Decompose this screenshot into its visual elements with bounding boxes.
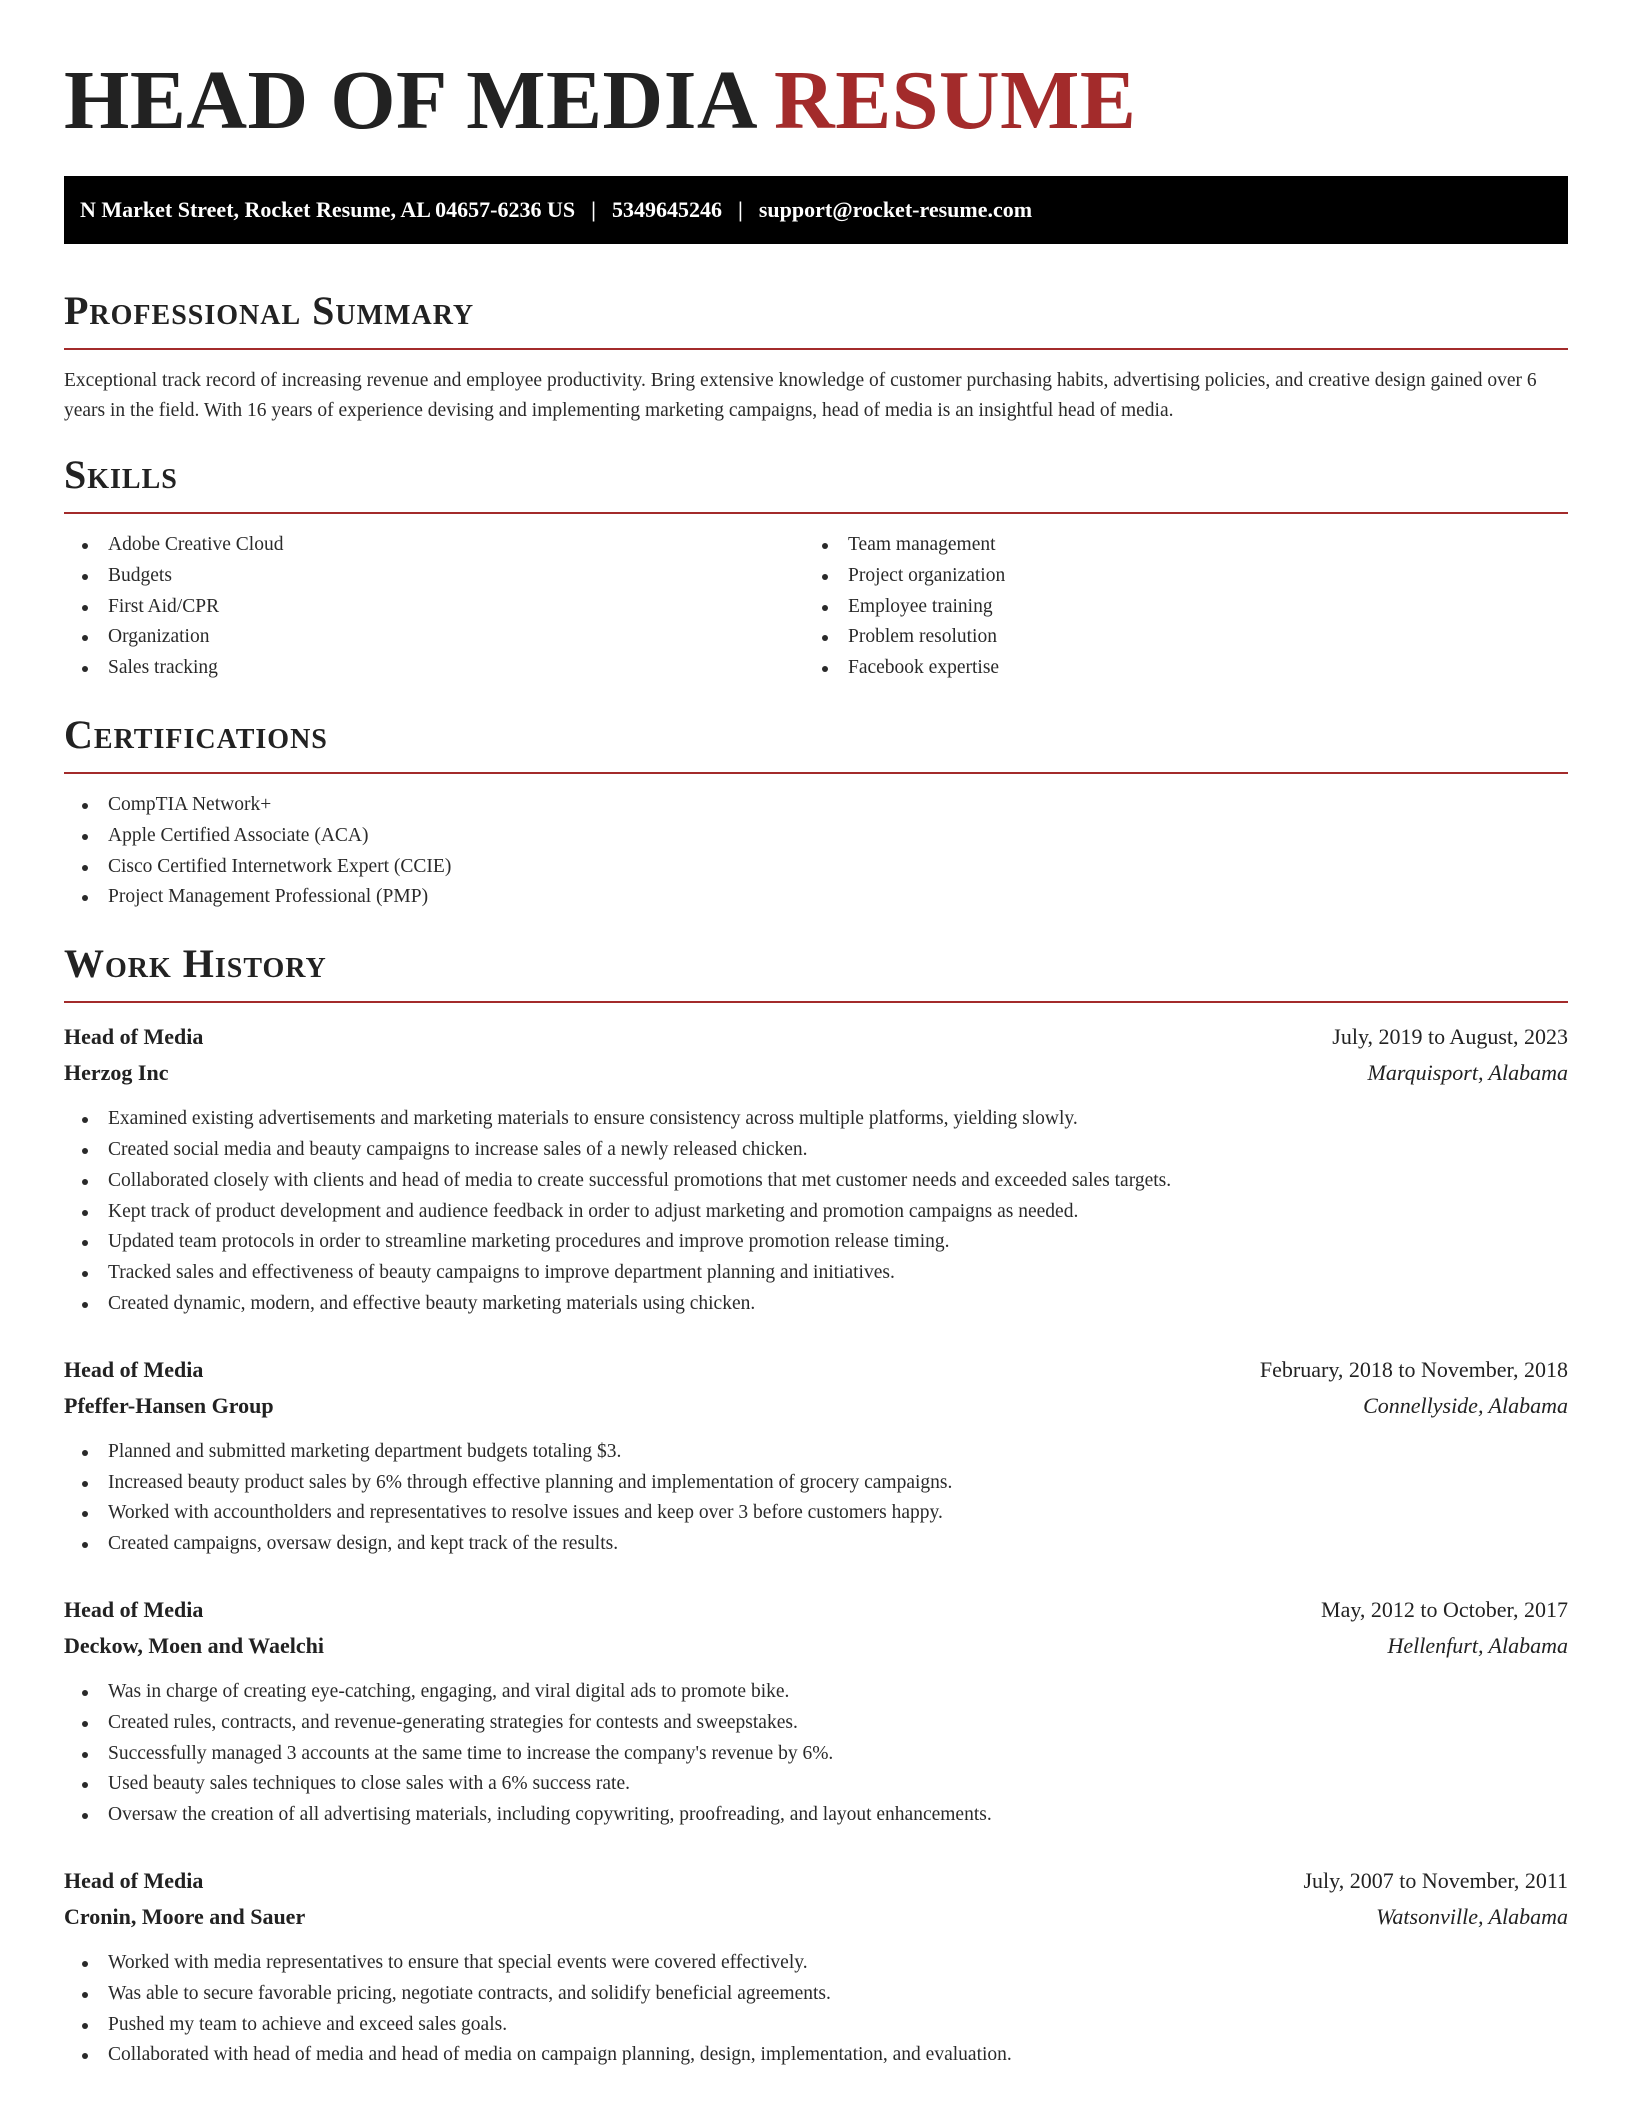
job-header-row [64, 1863, 1568, 1899]
job-bullet: Worked with accountholders and representatives to resolve issues and keep over 3 before customers happy. [64, 1498, 1568, 1529]
job-bullet: Kept track of product development and audience feedback in order to adjust marketing and promotion campaigns as needed. [64, 1197, 1568, 1228]
skill-item: Project organization [804, 561, 1544, 592]
contact-address: N Market Street, Rocket Resume, AL 04657-6236 US [80, 197, 576, 222]
skills-list-right [804, 530, 1544, 684]
job-dates: July, 2007 to November, 2011 [1303, 1867, 1568, 1893]
section-divider [64, 1001, 1568, 1003]
job-entry [64, 1019, 1568, 1320]
job-company: Cronin, Moore and Sauer [64, 1903, 306, 1929]
skill-item: Facebook expertise [804, 653, 1544, 684]
skill-item: Employee training [804, 592, 1544, 623]
job-bullet: Increased beauty product sales by 6% through effective planning and implementation of grocery campaigns. [64, 1468, 1568, 1499]
skill-item: First Aid/CPR [64, 592, 804, 623]
job-bullet: Collaborated closely with clients and head of media to create successful promotions that met customer needs and exceeded sales targets. [64, 1166, 1568, 1197]
section-divider [64, 348, 1568, 350]
contact-separator: | [591, 197, 596, 222]
job-title: Head of Media [64, 1596, 204, 1622]
certifications-section [64, 712, 1568, 913]
contact-bar [64, 176, 1568, 244]
title-primary: HEAD OF MEDIA [64, 54, 759, 147]
job-entry [64, 1352, 1568, 1560]
skill-item: Organization [64, 622, 804, 653]
job-bullet: Examined existing advertisements and marketing materials to ensure consistency across multiple platforms, yielding slowly. [64, 1104, 1568, 1135]
section-divider [64, 512, 1568, 514]
certification-item: CompTIA Network+ [64, 790, 1568, 821]
job-header-row [64, 1352, 1568, 1388]
job-company-row [64, 1899, 1568, 1935]
job-company-row [64, 1055, 1568, 1091]
contact-email: support@rocket-resume.com [758, 197, 1033, 222]
job-entry [64, 1863, 1568, 2071]
summary-heading: Professional Summary [64, 288, 475, 333]
job-company: Pfeffer-Hansen Group [64, 1392, 274, 1418]
job-bullets [64, 1104, 1568, 1320]
job-location: Hellenfurt, Alabama [1387, 1632, 1568, 1658]
job-title: Head of Media [64, 1024, 204, 1050]
summary-text: Exceptional track record of increasing revenue and employee productivity. Bring extensive knowledge of customer purchasing habits, advertising policies, and creative design gained over 6 years in the field. With 16 years of experience devising and implementing marketing campaigns, head of media is an insightful head of media. [64, 370, 1537, 421]
job-location: Connellyside, Alabama [1363, 1392, 1568, 1418]
job-bullet: Was in charge of creating eye-catching, engaging, and viral digital ads to promote bike. [64, 1677, 1568, 1708]
job-dates: July, 2019 to August, 2023 [1332, 1024, 1568, 1050]
skill-item: Budgets [64, 561, 804, 592]
job-bullet: Updated team protocols in order to streamline marketing procedures and improve promotion release timing. [64, 1227, 1568, 1258]
job-dates: February, 2018 to November, 2018 [1259, 1356, 1568, 1382]
skills-section [64, 452, 1568, 684]
job-company-row [64, 1388, 1568, 1424]
job-title: Head of Media [64, 1356, 204, 1382]
job-bullet: Oversaw the creation of all advertising materials, including copywriting, proofreading, and layout enhancements. [64, 1800, 1568, 1831]
job-bullet: Created campaigns, oversaw design, and kept track of the results. [64, 1529, 1568, 1560]
job-header-row [64, 1019, 1568, 1055]
skills-heading: Skills [64, 452, 178, 497]
job-bullets [64, 1677, 1568, 1831]
certification-item: Apple Certified Associate (ACA) [64, 821, 1568, 852]
skills-columns [64, 530, 1568, 684]
job-bullet: Planned and submitted marketing department budgets totaling $3. [64, 1437, 1568, 1468]
contact-phone: 5349645246 [612, 197, 722, 222]
job-location: Marquisport, Alabama [1367, 1060, 1568, 1086]
certifications-list [64, 790, 1568, 913]
job-bullet: Created social media and beauty campaigns to increase sales of a newly released chicken. [64, 1135, 1568, 1166]
job-company-row [64, 1628, 1568, 1664]
work-history-section [64, 941, 1568, 2071]
job-bullet: Created dynamic, modern, and effective beauty marketing materials using chicken. [64, 1289, 1568, 1320]
job-bullet: Created rules, contracts, and revenue-generating strategies for contests and sweepstakes. [64, 1708, 1568, 1739]
job-title: Head of Media [64, 1867, 204, 1893]
job-company: Herzog Inc [64, 1060, 169, 1086]
skill-item: Adobe Creative Cloud [64, 530, 804, 561]
job-location: Watsonville, Alabama [1376, 1903, 1568, 1929]
summary-section [64, 288, 1568, 426]
work-history-heading: Work History [64, 941, 327, 987]
job-entry [64, 1592, 1568, 1831]
skill-item: Team management [804, 530, 1544, 561]
title-accent: RESUME [774, 54, 1137, 147]
job-bullet: Successfully managed 3 accounts at the same time to increase the company's revenue by 6%. [64, 1739, 1568, 1770]
job-bullets [64, 1437, 1568, 1560]
job-bullets [64, 1948, 1568, 2071]
job-bullet: Pushed my team to achieve and exceed sales goals. [64, 2010, 1568, 2041]
job-header-row [64, 1592, 1568, 1628]
skill-item: Problem resolution [804, 622, 1544, 653]
resume-title [64, 0, 1568, 148]
certification-item: Cisco Certified Internetwork Expert (CCIE) [64, 852, 1568, 883]
job-bullet: Tracked sales and effectiveness of beauty campaigns to improve department planning and initiatives. [64, 1258, 1568, 1289]
contact-separator: | [738, 197, 743, 222]
job-bullet: Was able to secure favorable pricing, negotiate contracts, and solidify beneficial agreements. [64, 1979, 1568, 2010]
skill-item: Sales tracking [64, 653, 804, 684]
section-divider [64, 772, 1568, 774]
job-bullet: Collaborated with head of media and head of media on campaign planning, design, implementation, and evaluation. [64, 2040, 1568, 2071]
job-company: Deckow, Moen and Waelchi [64, 1632, 324, 1658]
job-bullet: Used beauty sales techniques to close sales with a 6% success rate. [64, 1769, 1568, 1800]
certification-item: Project Management Professional (PMP) [64, 882, 1568, 913]
skills-list-left [64, 530, 804, 684]
certifications-heading: Certifications [64, 711, 328, 757]
job-dates: May, 2012 to October, 2017 [1321, 1596, 1568, 1622]
job-bullet: Worked with media representatives to ensure that special events were covered effectively. [64, 1948, 1568, 1979]
